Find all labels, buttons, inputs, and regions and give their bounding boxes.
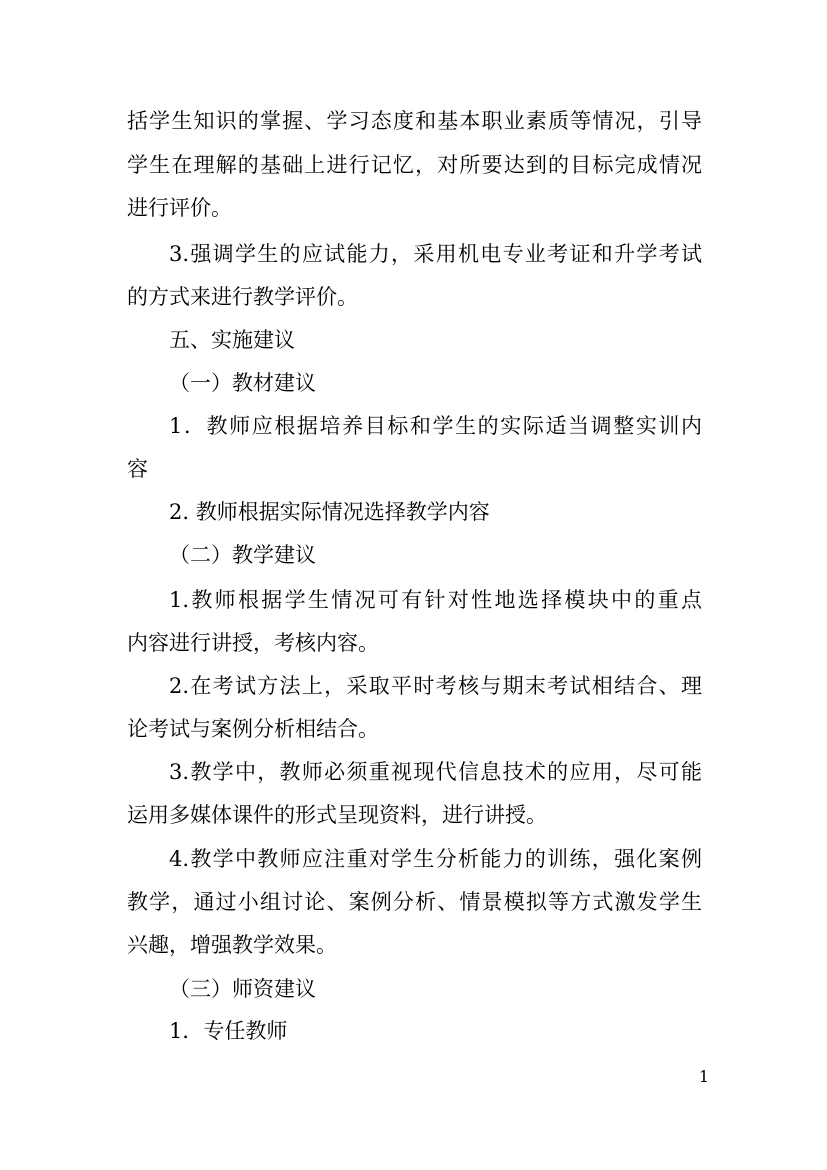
- body-text-line: 兴趣，增强教学效果。: [127, 933, 337, 957]
- body-text-line: 论考试与案例分析相结合。: [127, 717, 379, 741]
- list-item-line: 1．教师应根据培养目标和学生的实际适当调整实训内: [169, 414, 702, 438]
- body-text-line: 容: [127, 457, 148, 481]
- body-text-line: 内容进行讲授，考核内容。: [127, 631, 379, 655]
- body-text-line: 运用多媒体课件的形式呈现资料，进行讲授。: [127, 803, 547, 827]
- list-item-line: 1.教师根据学生情况可有针对性地选择模块中的重点: [169, 588, 702, 612]
- list-item-line: 1．专任教师: [169, 1019, 288, 1043]
- body-text-line: 进行评价。: [127, 196, 232, 220]
- page-number: 1: [698, 1067, 709, 1086]
- subsection-heading: （二）教学建议: [169, 543, 316, 567]
- section-heading: 五、实施建议: [169, 328, 295, 352]
- subsection-heading: （三）师资建议: [169, 977, 316, 1001]
- body-text-line: 教学，通过小组讨论、案例分析、情景模拟等方式激发学生: [127, 890, 702, 914]
- list-item-line: 3.教学中，教师必须重视现代信息技术的应用，尽可能: [169, 760, 702, 784]
- body-text-line: 学生在理解的基础上进行记忆，对所要达到的目标完成情况: [127, 153, 702, 177]
- list-item-line: 4.教学中教师应注重对学生分析能力的训练，强化案例: [169, 847, 702, 871]
- body-text-line: 括学生知识的掌握、学习态度和基本职业素质等情况，引导: [127, 109, 702, 133]
- subsection-heading: （一）教材建议: [169, 371, 316, 395]
- list-item-line: 3.强调学生的应试能力，采用机电专业考证和升学考试: [169, 242, 702, 266]
- list-item-line: 2. 教师根据实际情况选择教学内容: [169, 500, 490, 524]
- body-text-line: 的方式来进行教学评价。: [127, 285, 358, 309]
- list-item-line: 2.在考试方法上，采取平时考核与期末考试相结合、理: [169, 674, 702, 698]
